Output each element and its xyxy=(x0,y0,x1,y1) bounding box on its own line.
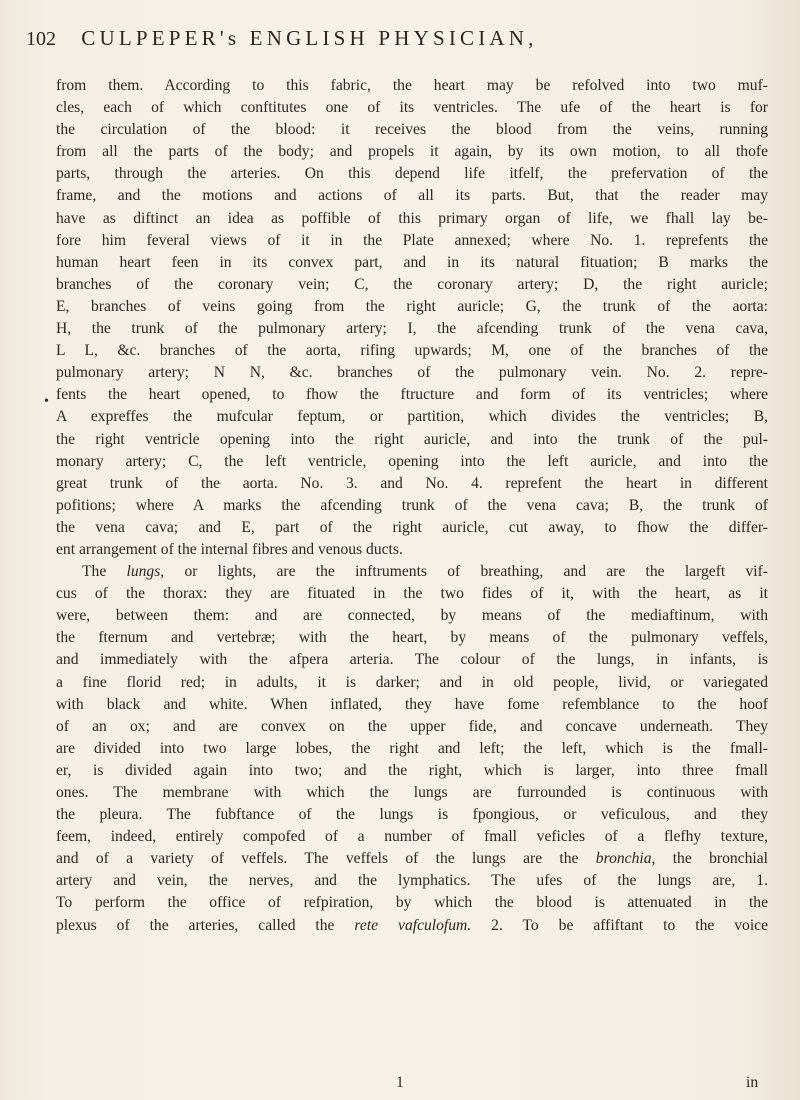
text-line: L L, &c. branches of the aorta, rifing upwards; M, one of the branches of the xyxy=(56,342,768,360)
text-line: are divided into two large lobes, the right and left; the left, which is the fmall- xyxy=(56,739,768,757)
page-footer xyxy=(0,1074,800,1096)
text-run: the bronchial xyxy=(655,850,768,868)
text-line: fents the heart opened, to fhow the ftructure and form of its ventricles; where xyxy=(56,386,768,404)
text-line: the right ventricle opening into the right auricle, and into the trunk of the pul- xyxy=(56,430,768,448)
text-line: ent arrangement of the internal fibres and venous ducts. xyxy=(56,540,403,558)
text-line: cles, each of which conftitutes one of its ventricles. The ufe of the heart is for xyxy=(56,99,768,117)
text-line: H, the trunk of the pulmonary artery; I, the afcending trunk of the vena cava, xyxy=(56,320,768,338)
text-line: the fternum and vertebræ; with the heart, by means of the pulmonary veffels, xyxy=(56,629,768,647)
text-line: great trunk of the aorta. No. 3. and No. 4. reprefent the heart in different xyxy=(56,474,768,492)
paragraph-heart xyxy=(56,75,768,561)
text-line: cus of the thorax: they are fituated in the two fides of it, with the heart, as it xyxy=(56,585,768,603)
text-run: plexus of the arteries, called the xyxy=(56,916,355,934)
page-number: 102 xyxy=(26,28,56,50)
text-line: from them. According to this fabric, the heart may be refolved into two muf- xyxy=(56,77,768,94)
text-line: human heart feen in its convex part, and in its natural fituation; B marks the xyxy=(56,253,768,271)
paragraph-lungs xyxy=(56,561,768,937)
italic-term-bronchia: bronchia, xyxy=(595,850,656,868)
signature-mark: 1 xyxy=(396,1074,404,1091)
text-line: To perform the office of refpiration, by which the blood is attenuated in the xyxy=(56,894,768,912)
text-line: pofitions; where A marks the afcending trunk of the vena cava; B, the trunk of xyxy=(56,496,768,514)
text-line: have as diftinct an idea as poffible of this primary organ of life, we fhall lay be- xyxy=(56,209,768,227)
text-line: the pleura. The fubftance of the lungs is fpongious, or veficulous, and they xyxy=(56,806,768,824)
catchword: in xyxy=(746,1074,759,1091)
text-line: a fine florid red; in adults, it is darker; and in old people, livid, or variegated xyxy=(56,673,768,691)
text-line: were, between them: and are connected, by means of the mediaftinum, with xyxy=(56,607,768,625)
text-line: E, branches of veins going from the right auricle; G, the trunk of the aorta: xyxy=(56,297,768,315)
text-run: The xyxy=(82,563,127,581)
text-line: frame, and the motions and actions of all its parts. But, that the reader may xyxy=(56,187,768,205)
text-line: pulmonary artery; N N, &c. branches of the pulmonary vein. No. 2. repre- xyxy=(56,364,768,382)
margin-mark: • xyxy=(44,394,49,409)
text-line: A expreffes the mufcular feptum, or partition, which divides the ventricles; B, xyxy=(56,408,768,426)
text-line xyxy=(56,561,768,583)
text-line xyxy=(56,915,768,937)
running-title: CULPEPER's ENGLISH PHYSICIAN, xyxy=(81,26,538,50)
text-line: the circulation of the blood: it receives the blood from the veins, running xyxy=(56,121,768,139)
text-line: ones. The membrane with which the lungs are furrounded is continuous with xyxy=(56,784,768,801)
text-line: feem, indeed, entirely compofed of a number of fmall veficles of a flefhy texture, xyxy=(56,828,768,846)
text-line: monary artery; C, the left ventricle, opening into the left auricle, and into the xyxy=(56,452,768,470)
text-line: fore him feveral views of it in the Plate annexed; where No. 1. reprefents the xyxy=(56,231,768,249)
text-line: of an ox; and are convex on the upper fide, and concave underneath. They xyxy=(56,717,768,735)
text-line: er, is divided again into two; and the right, which is larger, into three fmall xyxy=(56,761,768,779)
text-run: and of a variety of veffels. The veffels of the lungs are the xyxy=(56,850,596,868)
text-line: from all the parts of the body; and propels it again, by its own motion, to all thofe xyxy=(56,143,768,161)
text-line: branches of the coronary vein; C, the coronary artery; D, the right auricle; xyxy=(56,275,768,293)
text-run: or lights, are the inftruments of breathing, and are the largeft vif- xyxy=(164,563,768,581)
text-line xyxy=(56,848,768,870)
text-run: 2. To be affiftant to the voice xyxy=(471,916,768,934)
text-line: parts, through the arteries. On this depend life itfelf, the prefervation of the xyxy=(56,165,768,183)
text-line: artery and vein, the nerves, and the lymphatics. The ufes of the lungs are, 1. xyxy=(56,872,768,890)
running-header xyxy=(26,26,786,66)
body-text xyxy=(56,75,768,937)
text-line: the vena cava; and E, part of the right auricle, cut away, to fhow the differ- xyxy=(56,518,768,536)
text-line: with black and white. When inflated, they have fome refemblance to the hoof xyxy=(56,695,768,713)
italic-term-rete-vasculosum: rete vafculofum. xyxy=(354,916,472,934)
italic-term-lungs: lungs, xyxy=(126,563,165,581)
text-line: and immediately with the afpera arteria. The colour of the lungs, in infants, is xyxy=(56,651,768,669)
